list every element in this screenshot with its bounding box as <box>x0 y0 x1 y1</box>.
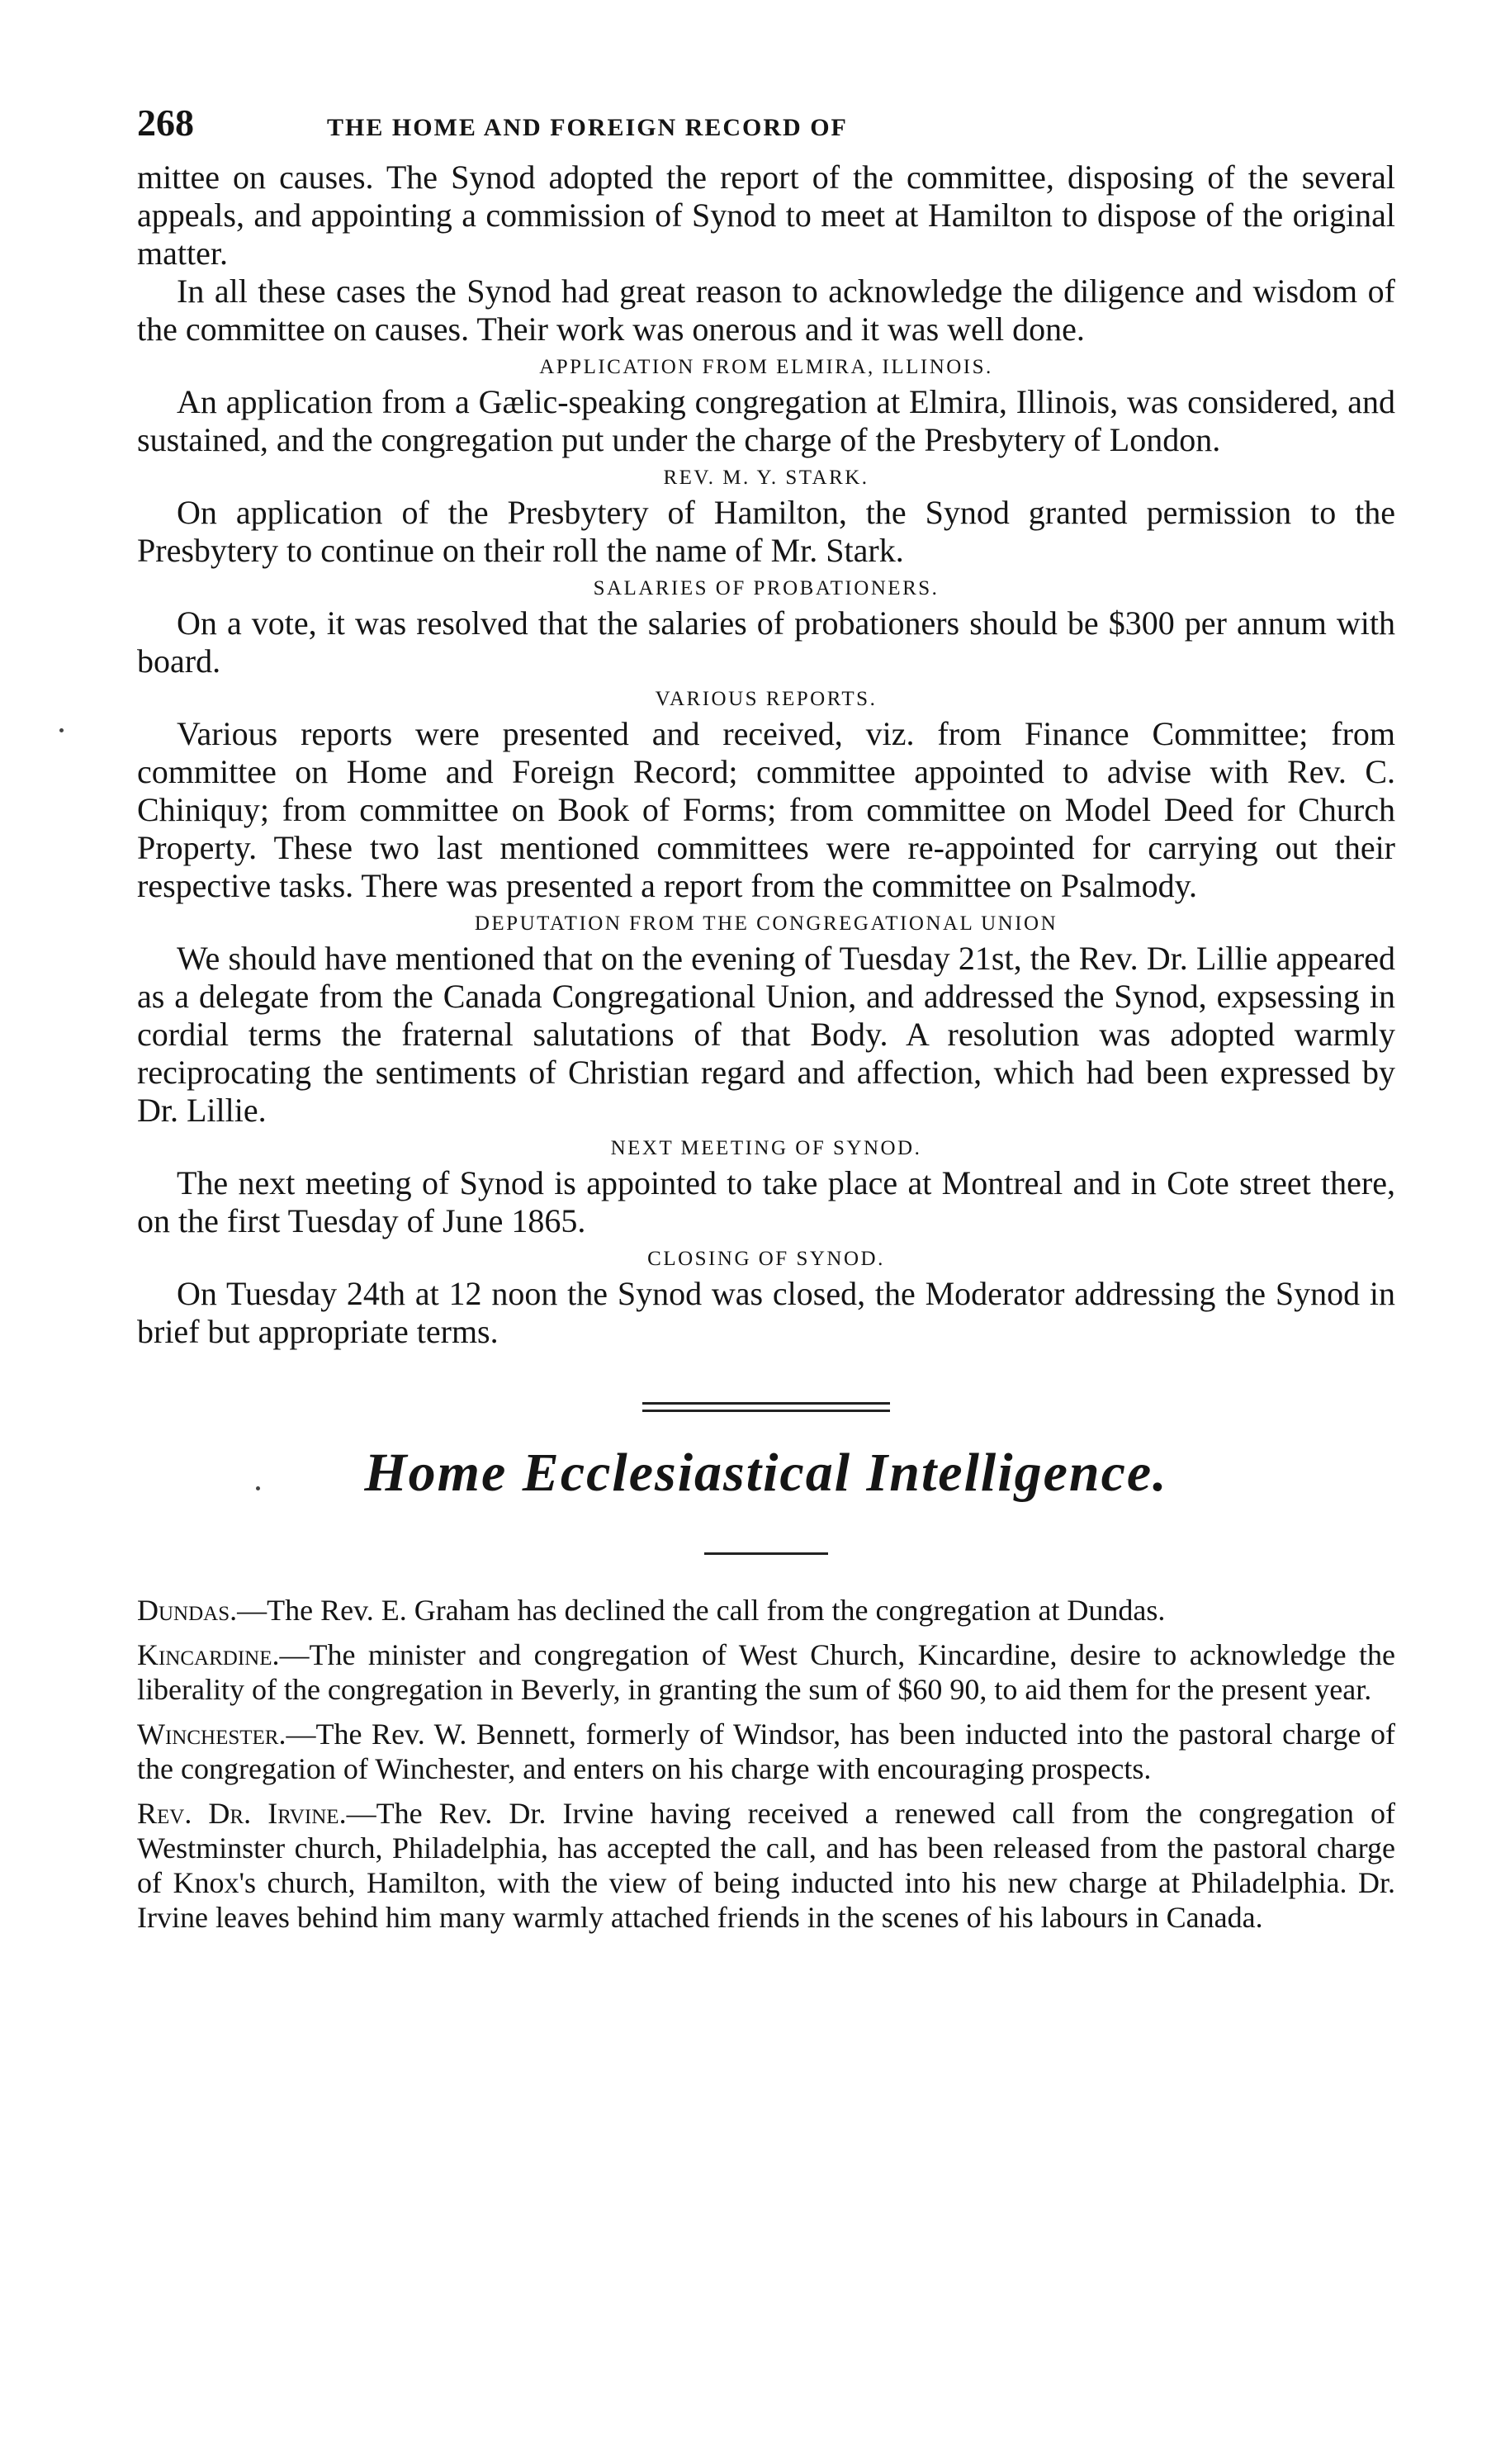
entry-place: Winchester. <box>137 1718 286 1751</box>
paragraph-diligence: In all these cases the Synod had great reason to acknowledge the diligence and wisdom of the committee on causes. Their work was onerous and it was well done. <box>137 272 1395 348</box>
entry-text: —The Rev. E. Graham has declined the call from the congregation at Dundas. <box>237 1594 1166 1627</box>
intelligence-banner: Home Ecclesiastical Intelligence. <box>364 1443 1168 1503</box>
entry-winchester <box>137 1717 1395 1786</box>
stray-mark <box>59 728 64 732</box>
heading-next-meeting: NEXT MEETING OF SYNOD. <box>610 1137 922 1159</box>
entry-dundas <box>137 1593 1395 1628</box>
heading-closing: CLOSING OF SYNOD. <box>647 1248 885 1270</box>
heading-reports: VARIOUS REPORTS. <box>655 688 878 710</box>
paragraph-deputation: We should have mentioned that on the evening of Tuesday 21st, the Rev. Dr. Lillie appeared as a delegate from the Canada Congregational Union, and addressed the Synod, expsessing in cordial terms the fraternal salutations of that Body. A resolution was adopted warmly reciprocating the sentiments of Christian regard and affection, which had been expressed by Dr. Lillie. <box>137 940 1395 1129</box>
paragraph-elmira: An application from a Gælic-speaking congregation at Elmira, Illinois, was considered, and sustained, and the congregation put under the charge of the Presbytery of London. <box>137 383 1395 458</box>
paragraph-next-meeting: The next meeting of Synod is appointed to take place at Montreal and in Cote street there, on the first Tuesday of June 1865. <box>137 1164 1395 1239</box>
paragraph-stark: On application of the Presbytery of Hamilton, the Synod granted permission to the Presbytery to continue on their roll the name of Mr. Stark. <box>137 494 1395 569</box>
entry-place: Kincardine. <box>137 1638 280 1671</box>
section-divider <box>642 1402 890 1412</box>
entry-place: Rev. Dr. Irvine. <box>137 1797 347 1830</box>
entry-text: —The minister and congregation of West Church, Kincardine, desire to acknowledge the liberality of the congregation in Beverly, in granting the sum of $60 90, to aid them for the present year. <box>137 1638 1395 1706</box>
entry-text: —The Rev. W. Bennett, formerly of Windsor, has been inducted into the pastoral charge of the congregation of Winchester, and enters on his charge with encouraging prospects. <box>137 1718 1395 1785</box>
entry-text: —The Rev. Dr. Irvine having received a renewed call from the congregation of Westminster church, Philadelphia, has accepted the call, and has been released from the pastoral charge of Knox's church, Hamilton, with the view of being inducted into his new charge at Philadelphia. Dr. Irvine leaves behind him many warmly attached friends in the scenes of his labours in Canada. <box>137 1797 1395 1934</box>
paragraph-reports: Various reports were presented and received, viz. from Finance Committee; from committee on Home and Foreign Record; committee appointed to advise with Rev. C. Chiniquy; from committee on Book of Forms; from committee on Model Deed for Church Property. These two last mentioned committees were re-appointed for carrying out their respective tasks. There was presented a report from the committee on Psalmody. <box>137 715 1395 904</box>
banner-rule <box>704 1552 828 1555</box>
heading-deputation: DEPUTATION FROM THE CONGREGATIONAL UNION <box>474 912 1058 935</box>
paragraph-closing: On Tuesday 24th at 12 noon the Synod was closed, the Moderator addressing the Synod in brief but appropriate terms. <box>137 1275 1395 1350</box>
entry-irvine <box>137 1796 1395 1935</box>
heading-elmira: APPLICATION FROM ELMIRA, ILLINOIS. <box>539 356 993 378</box>
heading-salaries: SALARIES OF PROBATIONERS. <box>593 577 940 599</box>
running-head <box>137 101 1395 147</box>
entry-kincardine <box>137 1637 1395 1707</box>
page-number: 268 <box>137 102 194 144</box>
stray-mark <box>256 1486 260 1490</box>
running-title: THE HOME AND FOREIGN RECORD OF <box>327 114 848 141</box>
paragraph-salaries: On a vote, it was resolved that the salaries of probationers should be $300 per annum with board. <box>137 604 1395 680</box>
synod-proceedings <box>137 159 1395 1351</box>
entry-place: Dundas. <box>137 1594 238 1627</box>
heading-stark: REV. M. Y. STARK. <box>663 467 869 489</box>
paragraph-causes: mittee on causes. The Synod adopted the report of the committee, disposing of the several appeals, and appointing a commission of Synod to meet at Hamilton to dispose of the original matter. <box>137 159 1395 272</box>
intelligence-entries <box>137 1593 1395 1935</box>
